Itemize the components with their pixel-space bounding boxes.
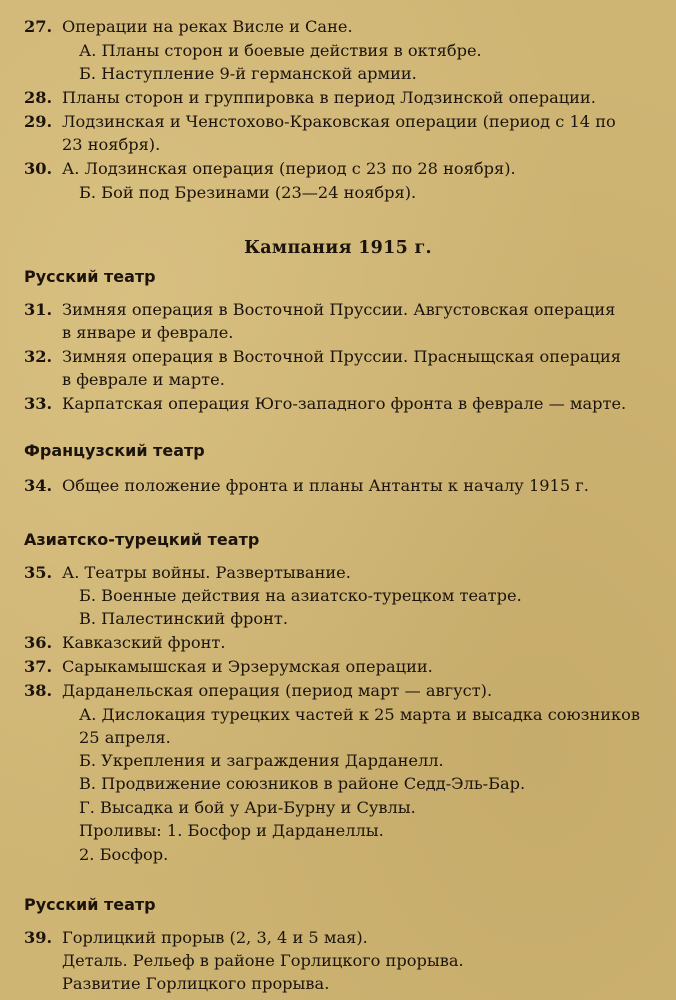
section-heading-russian-theatre: Русский театр xyxy=(24,267,156,286)
item-text: Планы сторон и группировка в период Лодзинской операции. xyxy=(62,88,596,107)
item-text-continued: в феврале и марте. xyxy=(62,370,225,389)
item-number: 27. xyxy=(24,17,53,36)
item-text: Лодзинская и Ченстохово-Краковская операции (период с 14 по xyxy=(62,112,616,131)
subitem-text: В. Палестинский фронт. xyxy=(79,609,288,628)
item-text: Карпатская операция Юго-западного фронта в феврале — марте. xyxy=(62,394,627,413)
section-heading-asian-turkish-theatre: Азиатско-турецкий театр xyxy=(24,530,260,549)
subitem-text: Б. Бой под Брезинами (23—24 ноября). xyxy=(79,183,417,202)
item-text: Дарданельская операция (период март — август). xyxy=(62,681,493,700)
item-number: 33. xyxy=(24,394,53,413)
item-text: А. Театры войны. Развертывание. xyxy=(62,563,351,582)
item-number: 30. xyxy=(24,159,53,178)
item-number: 28. xyxy=(24,88,53,107)
item-text: Операции на реках Висле и Сане. xyxy=(62,17,353,36)
item-text-continued: 23 ноября). xyxy=(62,135,161,154)
item-number: 35. xyxy=(24,563,53,582)
section-heading-russian-theatre: Русский театр xyxy=(24,895,156,914)
item-text: Зимняя операция в Восточной Пруссии. Прасныщская операция xyxy=(62,347,621,366)
subitem-text: Б. Военные действия на азиатско-турецком театре. xyxy=(79,586,522,605)
subitem-text: Б. Укрепления и заграждения Дарданелл. xyxy=(79,751,444,770)
item-number: 32. xyxy=(24,347,53,366)
item-text: Кавказский фронт. xyxy=(62,633,226,652)
campaign-title: Кампания 1915 г. xyxy=(244,238,432,258)
subitem-text: 2. Босфор. xyxy=(79,845,169,864)
item-number: 39. xyxy=(24,928,53,947)
subitem-text: Проливы: 1. Босфор и Дарданеллы. xyxy=(79,821,384,840)
section-heading-french-theatre: Французский театр xyxy=(24,441,205,460)
item-number: 37. xyxy=(24,657,53,676)
subitem-text: Развитие Горлицкого прорыва. xyxy=(62,974,330,993)
item-number: 36. xyxy=(24,633,53,652)
item-text: Горлицкий прорыв (2, 3, 4 и 5 мая). xyxy=(62,928,368,947)
subitem-text: А. Планы сторон и боевые действия в октябре. xyxy=(79,41,482,60)
subitem-text-continued: 25 апреля. xyxy=(79,728,171,747)
subitem-text: А. Дислокация турецких частей к 25 марта и высадка союзников xyxy=(79,705,640,724)
subitem-text: В. Продвижение союзников в районе Седд-Эль-Бар. xyxy=(79,774,526,793)
item-text-continued: в январе и феврале. xyxy=(62,323,234,342)
subitem-text: Г. Высадка и бой у Ари-Бурну и Сувлы. xyxy=(79,798,416,817)
item-number: 34. xyxy=(24,476,53,495)
item-text: Общее положение фронта и планы Антанты к началу 1915 г. xyxy=(62,476,589,495)
subitem-text: Деталь. Рельеф в районе Горлицкого прорыва. xyxy=(62,951,464,970)
item-number: 31. xyxy=(24,300,53,319)
item-number: 29. xyxy=(24,112,53,131)
item-text: Зимняя операция в Восточной Пруссии. Августовская операция xyxy=(62,300,616,319)
item-text: Сарыкамышская и Эрзерумская операции. xyxy=(62,657,433,676)
item-text: А. Лодзинская операция (период с 23 по 28 ноября). xyxy=(62,159,516,178)
subitem-text: Б. Наступление 9-й германской армии. xyxy=(79,64,417,83)
item-number: 38. xyxy=(24,681,53,700)
